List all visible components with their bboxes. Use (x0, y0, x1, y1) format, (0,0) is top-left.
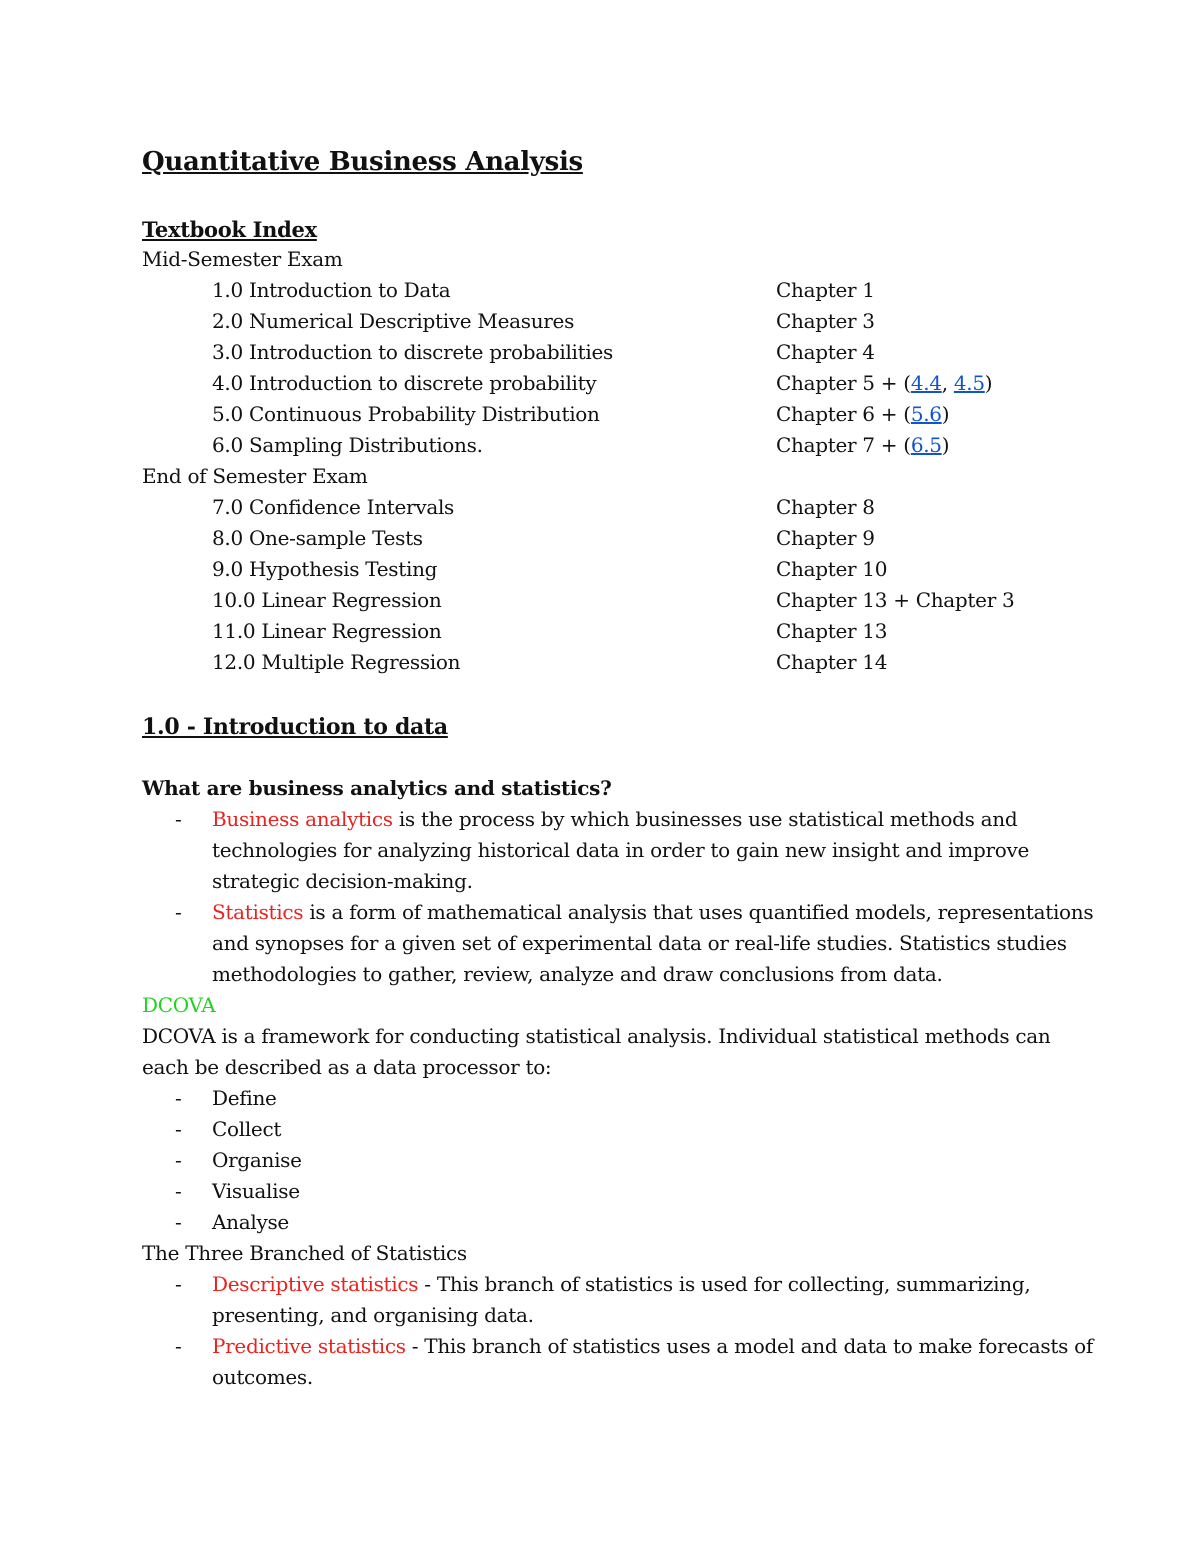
dcova-step: Analyse (212, 1210, 289, 1234)
bullet-dash: - (175, 1086, 182, 1110)
term-business-analytics: Business analytics (212, 807, 393, 831)
section-link-4-4[interactable]: 4.4 (910, 371, 942, 395)
mid-semester-label: Mid-Semester Exam (142, 247, 343, 271)
chapter-text: Chapter 7 + ( (776, 433, 911, 457)
toc-item-title: 9.0 Hypothesis Testing (212, 557, 438, 581)
branches-heading: The Three Branched of Statistics (142, 1241, 467, 1265)
section-question: What are business analytics and statistics? (142, 776, 612, 800)
toc-item-title: 1.0 Introduction to Data (212, 278, 451, 302)
bullet-line: outcomes. (212, 1365, 313, 1389)
toc-item-title: 4.0 Introduction to discrete probability (212, 371, 597, 395)
dcova-step: Define (212, 1086, 277, 1110)
toc-item-title: 2.0 Numerical Descriptive Measures (212, 309, 575, 333)
bullet-dash: - (175, 1148, 182, 1172)
bullet-text: - This branch of statistics is used for collecting, summarizing, (418, 1272, 1031, 1296)
chapter-text: Chapter 5 + ( (776, 371, 911, 395)
toc-item-title: 3.0 Introduction to discrete probabilities (212, 340, 613, 364)
toc-item-chapter: Chapter 9 (776, 526, 875, 550)
page-title: Quantitative Business Analysis (142, 147, 583, 177)
term-statistics: Statistics (212, 900, 304, 924)
bullet-line: presenting, and organising data. (212, 1303, 534, 1327)
dcova-heading: DCOVA (142, 993, 216, 1017)
dcova-paragraph: each be described as a data processor to: (142, 1055, 552, 1079)
dcova-step: Organise (212, 1148, 302, 1172)
toc-item-title: 12.0 Multiple Regression (212, 650, 461, 674)
toc-item-title: 11.0 Linear Regression (212, 619, 442, 643)
toc-item-chapter: Chapter 1 (776, 278, 875, 302)
section-link-6-5[interactable]: 6.5 (910, 433, 942, 457)
bullet-line (212, 804, 1017, 835)
toc-item-chapter: Chapter 13 (776, 619, 888, 643)
toc-item-chapter: Chapter 8 (776, 495, 875, 519)
link-separator: , (941, 371, 954, 395)
close-paren: ) (941, 402, 950, 426)
textbook-index-heading: Textbook Index (142, 217, 317, 242)
toc-item-chapter (776, 399, 949, 430)
bullet-line: and synopses for a given set of experimental data or real-life studies. Statistics studies (212, 931, 1067, 955)
bullet-line: technologies for analyzing historical data in order to gain new insight and improve (212, 838, 1029, 862)
section-link-5-6[interactable]: 5.6 (910, 402, 942, 426)
toc-item-title: 6.0 Sampling Distributions. (212, 433, 483, 457)
toc-item-title: 10.0 Linear Regression (212, 588, 442, 612)
section-heading: 1.0 - Introduction to data (142, 714, 448, 740)
toc-item-chapter: Chapter 3 (776, 309, 875, 333)
bullet-dash: - (175, 1179, 182, 1203)
close-paren: ) (941, 433, 950, 457)
bullet-dash: - (175, 900, 182, 924)
toc-item-chapter: Chapter 4 (776, 340, 875, 364)
dcova-step: Visualise (212, 1179, 300, 1203)
toc-item-title: 8.0 One-sample Tests (212, 526, 423, 550)
bullet-text: is a form of mathematical analysis that uses quantified models, representations (303, 900, 1094, 924)
term-predictive-statistics: Predictive statistics (212, 1334, 406, 1358)
bullet-text: is the process by which businesses use statistical methods and (392, 807, 1018, 831)
toc-item-chapter (776, 368, 992, 399)
bullet-dash: - (175, 1334, 182, 1358)
toc-item-chapter: Chapter 14 (776, 650, 888, 674)
bullet-line: strategic decision-making. (212, 869, 473, 893)
bullet-line (212, 897, 1093, 928)
term-descriptive-statistics: Descriptive statistics (212, 1272, 419, 1296)
bullet-text: - This branch of statistics uses a model and data to make forecasts of (405, 1334, 1093, 1358)
bullet-line (212, 1331, 1093, 1362)
bullet-dash: - (175, 1117, 182, 1141)
toc-item-chapter: Chapter 13 + Chapter 3 (776, 588, 1015, 612)
bullet-dash: - (175, 1210, 182, 1234)
dcova-step: Collect (212, 1117, 282, 1141)
bullet-line (212, 1269, 1030, 1300)
bullet-line: methodologies to gather, review, analyze and draw conclusions from data. (212, 962, 943, 986)
toc-item-chapter (776, 430, 949, 461)
toc-item-title: 7.0 Confidence Intervals (212, 495, 454, 519)
close-paren: ) (984, 371, 993, 395)
bullet-dash: - (175, 1272, 182, 1296)
toc-item-chapter: Chapter 10 (776, 557, 888, 581)
chapter-text: Chapter 6 + ( (776, 402, 911, 426)
bullet-dash: - (175, 807, 182, 831)
end-semester-label: End of Semester Exam (142, 464, 368, 488)
toc-item-title: 5.0 Continuous Probability Distribution (212, 402, 600, 426)
section-link-4-5[interactable]: 4.5 (953, 371, 985, 395)
dcova-paragraph: DCOVA is a framework for conducting statistical analysis. Individual statistical methods can (142, 1024, 1051, 1048)
